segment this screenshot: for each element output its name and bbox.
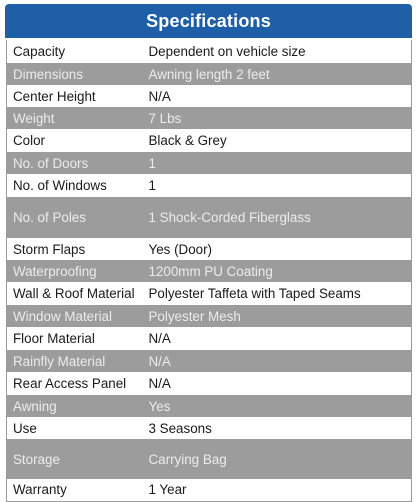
specifications-card: [1, 0, 415, 500]
spec-value: 1: [143, 174, 412, 197]
specifications-title: Specifications: [146, 10, 271, 31]
spec-label: Weight: [7, 107, 143, 129]
spec-label: Rainfly Material: [7, 350, 143, 372]
spec-row-center-height: [7, 85, 412, 107]
spec-value: Polyester Mesh: [143, 305, 412, 327]
spec-row-doors: [7, 152, 412, 174]
spec-row-capacity: [7, 40, 412, 63]
spec-label: Dimensions: [7, 63, 143, 85]
specifications-table: [6, 40, 412, 502]
spec-value: Yes: [143, 395, 412, 417]
spec-value: 1 Year: [143, 479, 412, 501]
spec-row-use: [7, 417, 412, 439]
spec-value: N/A: [143, 85, 412, 107]
spec-row-storage: [7, 439, 412, 479]
spec-label: Window Material: [7, 305, 143, 327]
spec-label: Storm Flaps: [7, 238, 143, 260]
spec-label: Storage: [7, 439, 143, 479]
specifications-header: [5, 4, 412, 38]
spec-label: Waterproofing: [7, 260, 143, 282]
spec-value: 1 Shock-Corded Fiberglass: [143, 197, 412, 238]
spec-label: Capacity: [7, 40, 143, 63]
spec-label: Rear Access Panel: [7, 372, 143, 395]
spec-label: Use: [7, 417, 143, 439]
spec-row-poles: [7, 197, 412, 238]
spec-row-weight: [7, 107, 412, 129]
spec-value: 1: [143, 152, 412, 174]
spec-value: Dependent on vehicle size: [143, 40, 412, 63]
spec-value: N/A: [143, 372, 412, 395]
spec-value: Carrying Bag: [143, 439, 412, 479]
spec-row-awning: [7, 395, 412, 417]
spec-label: Center Height: [7, 85, 143, 107]
spec-row-windows: [7, 174, 412, 197]
spec-label: No. of Poles: [7, 197, 143, 238]
spec-value: 3 Seasons: [143, 417, 412, 439]
spec-value: Polyester Taffeta with Taped Seams: [143, 282, 412, 305]
spec-value: Awning length 2 feet: [143, 63, 412, 85]
spec-label: Floor Material: [7, 327, 143, 350]
spec-value: N/A: [143, 350, 412, 372]
spec-row-waterproofing: [7, 260, 412, 282]
spec-row-warranty: [7, 479, 412, 501]
spec-label: Awning: [7, 395, 143, 417]
spec-value: 7 Lbs: [143, 107, 412, 129]
spec-row-floor-material: [7, 327, 412, 350]
spec-row-dimensions: [7, 63, 412, 85]
spec-value: Yes (Door): [143, 238, 412, 260]
spec-label: No. of Doors: [7, 152, 143, 174]
spec-value: Black & Grey: [143, 129, 412, 152]
spec-value: N/A: [143, 327, 412, 350]
spec-label: Color: [7, 129, 143, 152]
spec-row-color: [7, 129, 412, 152]
spec-row-rear-access-panel: [7, 372, 412, 395]
spec-value: 1200mm PU Coating: [143, 260, 412, 282]
spec-row-rainfly-material: [7, 350, 412, 372]
spec-row-window-material: [7, 305, 412, 327]
spec-label: Warranty: [7, 479, 143, 501]
spec-row-storm-flaps: [7, 238, 412, 260]
spec-label: Wall & Roof Material: [7, 282, 143, 305]
spec-row-wall-roof-material: [7, 282, 412, 305]
spec-label: No. of Windows: [7, 174, 143, 197]
